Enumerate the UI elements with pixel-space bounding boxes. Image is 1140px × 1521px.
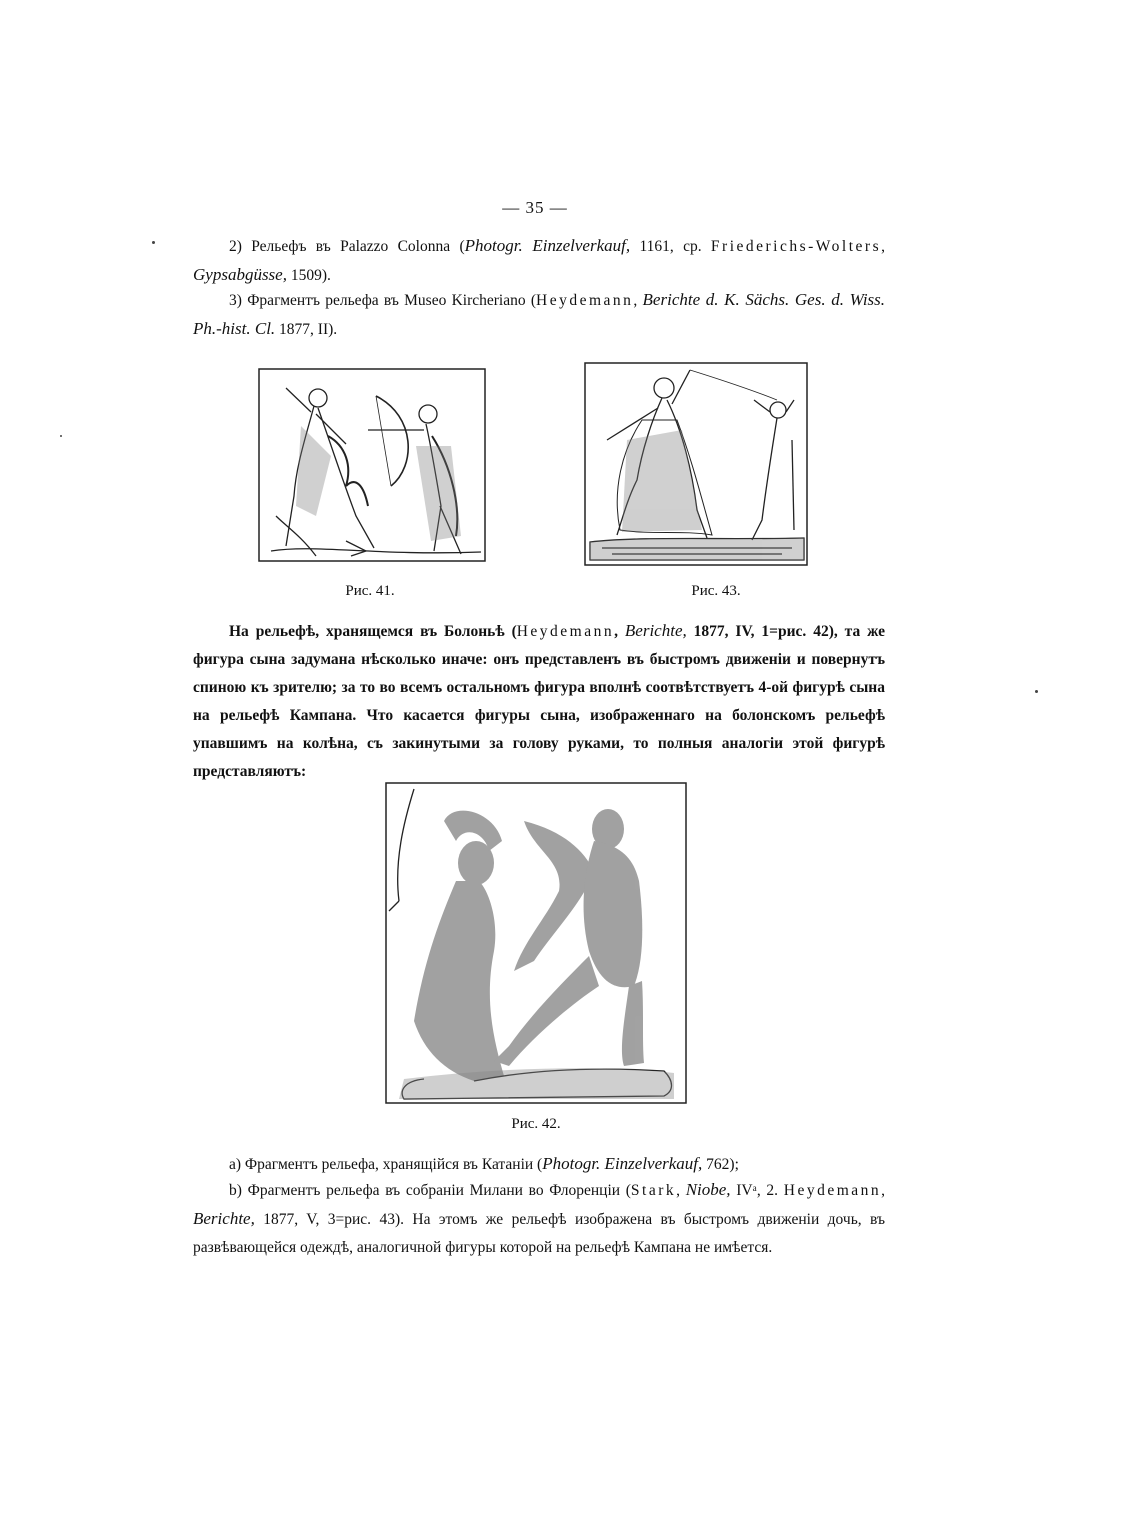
caption-fig42: Рис. 42. xyxy=(511,1116,561,1132)
reference-num: a) xyxy=(229,1156,242,1173)
body-paragraph: На рельефѣ, хранящемся въ Болоньѣ (Heydemann, Berichte, 1877, IV, 1=рис. 42), та же фигура сына задумана нѣсколько иначе: онъ представленъ въ быстромъ движеніи и повернутъ спиною къ зрителю; за то во всемъ остальномъ фигура вполнѣ соотвѣтствуетъ 4-ой фигурѣ сына на рельефѣ Кампана. Что касается фигуры сына, изображеннаго на болонскомъ рельефѣ упавшимъ на колѣна, съ закинутыми за голову руками, то полныя аналогіи этой фигурѣ представляютъ: xyxy=(193,621,886,780)
scan-speck xyxy=(152,241,155,244)
page-number: — 35 — xyxy=(502,198,568,217)
reference-b: b) Фрагментъ рельефа въ собраніи Милани во Флоренціи (Stark, Niobe, IVᵃ, 2. Heydemann, Berichte, 1877, V, 3=рис. 43). На этомъ же рельефѣ изображена въ быстромъ движеніи дочь, въ развѣвающейся одеждѣ, аналогичной фигуры которой на рельефѣ Кампана не имѣется. xyxy=(193,1180,886,1256)
reference-2: 2) Рельефъ въ Palazzo Colonna (Photogr. Einzelverkauf, 1161, ср. Friederichs-Wolters, Gypsabgüsse, 1509). xyxy=(193,236,885,284)
figure-43-illustration xyxy=(582,360,810,568)
reference-num: 3) xyxy=(229,292,242,309)
caption-fig41: Рис. 41. xyxy=(345,583,395,599)
figure-41-illustration xyxy=(256,366,488,564)
caption-fig43: Рис. 43. xyxy=(691,583,741,599)
reference-3: 3) Фрагментъ рельефа въ Museo Kircheriano (Heydemann, Berichte d. K. Sächs. Ges. d. Wiss. Ph.-hist. Cl. 1877, II). xyxy=(193,290,886,338)
figure-42-illustration xyxy=(384,781,688,1105)
figure-41-archer-relief xyxy=(256,366,488,564)
reference-num: b) xyxy=(229,1182,242,1199)
scan-speck xyxy=(1035,690,1038,693)
figure-43-daughter-relief xyxy=(582,360,810,568)
scan-speck xyxy=(60,435,62,437)
reference-num: 2) xyxy=(229,238,242,255)
reference-a: a) Фрагментъ рельефа, хранящійся въ Катаніи (Photogr. Einzelverkauf, 762); xyxy=(229,1154,739,1173)
figure-42-son-relief xyxy=(384,781,688,1105)
